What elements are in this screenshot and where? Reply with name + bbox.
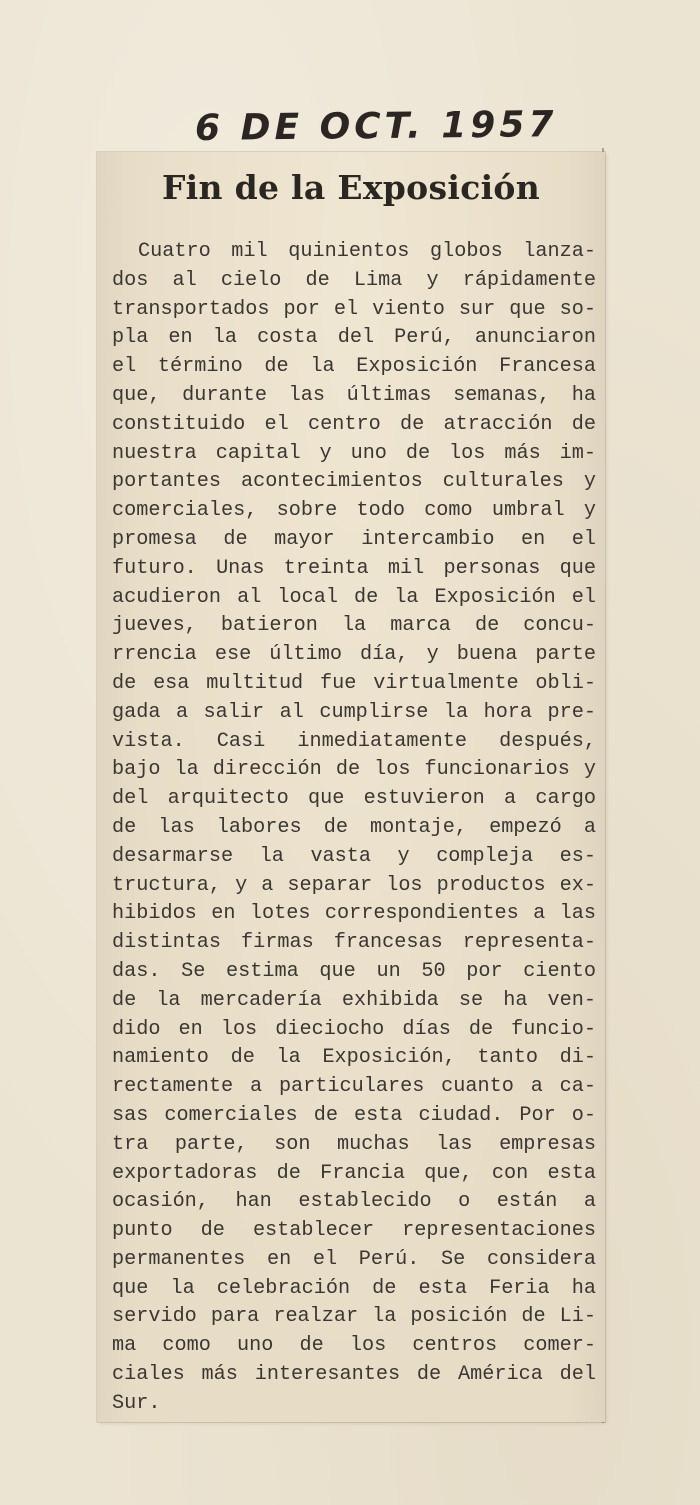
article-line: sas comerciales de esta ciudad. Por o- bbox=[112, 1103, 596, 1127]
article-line: portantes acontecimientos culturales y bbox=[112, 470, 596, 494]
newspaper-clipping bbox=[97, 152, 605, 1422]
article-line: que la celebración de esta Feria ha bbox=[112, 1276, 596, 1300]
handwritten-date-note: 6 DE OCT. 1957 bbox=[194, 104, 558, 149]
article-headline: Fin de la Exposición bbox=[161, 168, 541, 207]
article-line: promesa de mayor intercambio en el bbox=[112, 527, 596, 551]
article-line: distintas firmas francesas representa- bbox=[112, 931, 596, 955]
article-line: ma como uno de los centros comer- bbox=[112, 1334, 596, 1358]
article-line: dos al cielo de Lima y rápidamente bbox=[112, 268, 596, 292]
article-line: desarmarse la vasta y compleja es- bbox=[112, 844, 596, 868]
article-line: rectamente a particulares cuanto a ca- bbox=[112, 1075, 596, 1099]
article-line: Sur. bbox=[112, 1391, 161, 1415]
article-line: vista. Casi inmediatamente después, bbox=[112, 729, 596, 753]
article-line: gada a salir al cumplirse la hora pre- bbox=[112, 700, 596, 724]
article-line: acudieron al local de la Exposición el bbox=[112, 585, 596, 609]
article-line: punto de establecer representaciones bbox=[112, 1219, 596, 1243]
article-line: de esa multitud fue virtualmente obli- bbox=[112, 671, 596, 695]
article-line: pla en la costa del Perú, anunciaron bbox=[112, 326, 596, 350]
article-line: el término de la Exposición Francesa bbox=[112, 355, 596, 379]
article-line: ocasión, han establecido o están a bbox=[112, 1190, 596, 1214]
article-line: rrencia ese último día, y buena parte bbox=[112, 643, 596, 667]
article-line: das. Se estima que un 50 por ciento bbox=[112, 959, 596, 983]
article-body bbox=[112, 238, 596, 1419]
article-line: tra parte, son muchas las empresas bbox=[112, 1132, 596, 1156]
article-line: del arquitecto que estuvieron a cargo bbox=[112, 787, 596, 811]
article-line: futuro. Unas treinta mil personas que bbox=[112, 556, 596, 580]
article-line: bajo la dirección de los funcionarios y bbox=[112, 758, 596, 782]
article-line: comerciales, sobre todo como umbral y bbox=[112, 499, 596, 523]
article-line: que, durante las últimas semanas, ha bbox=[112, 383, 596, 407]
article-line: dido en los dieciocho días de funcio- bbox=[112, 1017, 596, 1041]
article-line: jueves, batieron la marca de concu- bbox=[112, 614, 596, 638]
article-line: namiento de la Exposición, tanto di- bbox=[112, 1046, 596, 1070]
article-line: de la mercadería exhibida se ha ven- bbox=[112, 988, 596, 1012]
article-line: permanentes en el Perú. Se considera bbox=[112, 1247, 596, 1271]
article-line: servido para realzar la posición de Li- bbox=[112, 1305, 596, 1329]
article-line: transportados por el viento sur que so- bbox=[112, 297, 596, 321]
article-line: ciales más interesantes de América del bbox=[112, 1363, 596, 1387]
article-line: Cuatro mil quinientos globos lanza- bbox=[138, 240, 596, 263]
article-line: constituido el centro de atracción de bbox=[112, 412, 596, 436]
article-line: tructura, y a separar los productos ex- bbox=[112, 873, 596, 897]
article-line: hibidos en lotes correspondientes a las bbox=[112, 902, 596, 926]
article-line: de las labores de montaje, empezó a bbox=[112, 815, 596, 839]
article-line: nuestra capital y uno de los más im- bbox=[112, 441, 596, 465]
article-line: exportadoras de Francia que, con esta bbox=[112, 1161, 596, 1185]
